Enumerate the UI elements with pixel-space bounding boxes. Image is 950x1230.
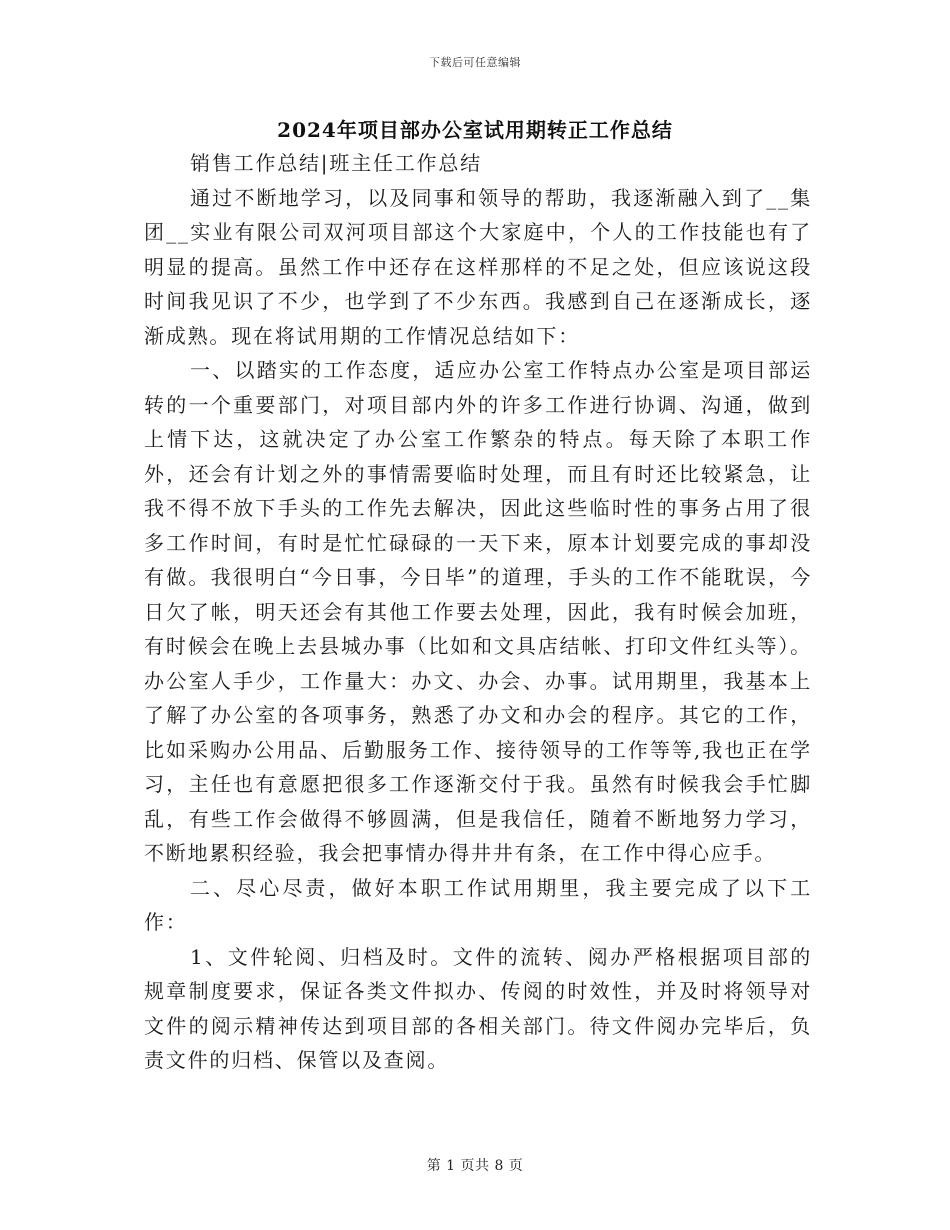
paragraph-subtitle: 销售工作总结|班主任工作总结 — [190, 151, 482, 175]
paragraph-section-two: 二、尽心尽责，做好本职工作试用期里，我主要完成了以下工作： — [144, 875, 812, 934]
page-header-note: 下载后可任意编辑 — [429, 56, 521, 69]
paragraph-item-one: 1、文件轮阅、归档及时。文件的流转、阅办严格根据项目部的规章制度要求，保证各类文件拟办、传阅的时效性，并及时将领导对文件的阅示精神传达到项目部的各相关部门。待文件阅办完毕后，负责文件的归档、保管以及查阅。 — [144, 944, 812, 1072]
page-number-footer: 第 1 页共 8 页 — [426, 1158, 524, 1174]
document-title: 2024年项目部办公室试用期转正工作总结 — [277, 118, 673, 142]
paragraph-section-one: 一、以踏实的工作态度，适应办公室工作特点办公室是项目部运转的一个重要部门，对项目部内外的许多工作进行协调、沟通，做到上情下达，这就决定了办公室工作繁杂的特点。每天除了本职工作外，还会有计划之外的事情需要临时处理，而且有时还比较紧急，让我不得不放下手头的工作先去解决，因此这些临时性的事务占用了很多工作时间，有时是忙忙碌碌的一天下来，原本计划要完成的事却没有做。我很明白“今日事，今日毕”的道理，手头的工作不能耽误，今日欠了帐，明天还会有其他工作要去处理，因此，我有时候会加班，有时候会在晚上去县城办事（比如和文具店结帐、打印文件红头等）。办公室人手少，工作量大：办文、办会、办事。试用期里，我基本上了解了办公室的各项事务，熟悉了办文和办会的程序。其它的工作，比如采购办公用品、后勤服务工作、接待领导的工作等等,我也正在学习，主任也有意愿把很多工作逐渐交付于我。虽然有时候我会手忙脚乱，有些工作会做得不够圆满，但是我信任，随着不断地努力学习，不断地累积经验，我会把事情办得井井有条，在工作中得心应手。 — [144, 358, 812, 865]
paragraph-intro: 通过不断地学习，以及同事和领导的帮助，我逐渐融入到了__集团__实业有限公司双河项目部这个大家庭中，个人的工作技能也有了明显的提高。虽然工作中还存在这样那样的不足之处，但应该说这段时间我见识了不少，也学到了不少东西。我感到自己在逐渐成长，逐渐成熟。现在将试用期的工作情况总结如下： — [144, 185, 812, 348]
document-body — [144, 146, 812, 1078]
